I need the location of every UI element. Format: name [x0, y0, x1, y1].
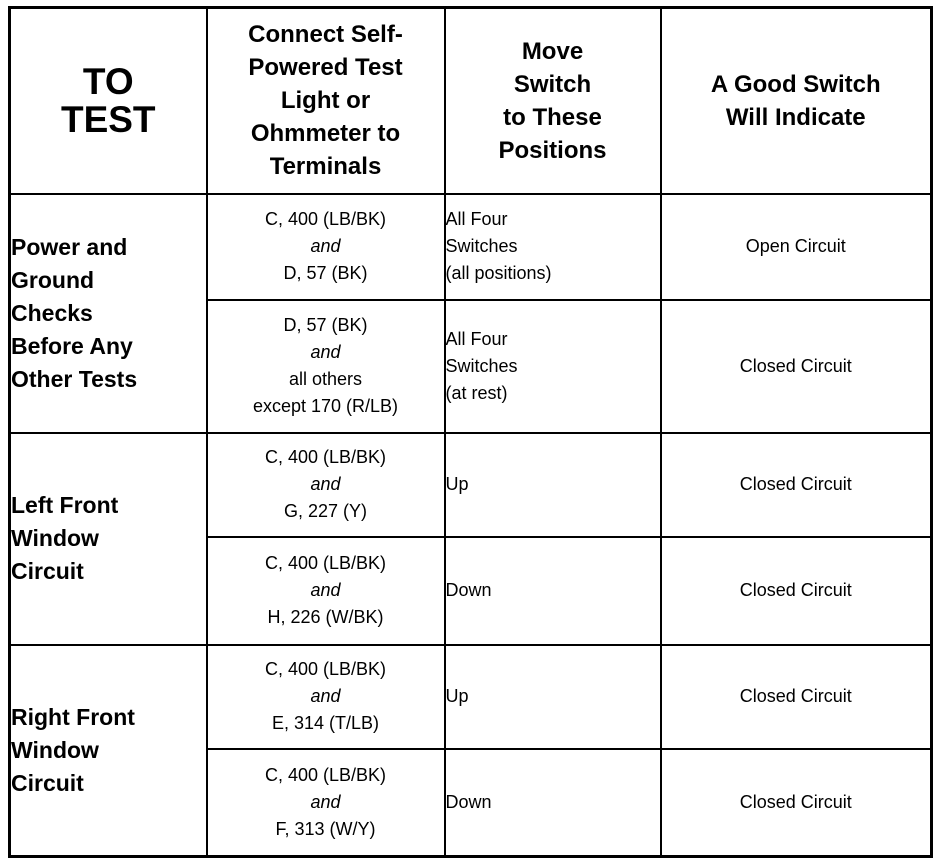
switch-test-table: [8, 6, 933, 858]
header-line: Ohmmeter to: [250, 120, 401, 148]
header-row: [10, 8, 932, 194]
position-line: Switches: [445, 236, 518, 256]
header-line: A Good Switch: [710, 70, 881, 98]
group-label-line: Circuit: [11, 769, 84, 796]
header-line: TEST: [60, 98, 156, 140]
terminal-line: C, 400 (LB/BK): [264, 447, 387, 467]
group-label-line: Circuit: [11, 558, 84, 584]
group-label-line: Window: [11, 525, 99, 551]
positions-cell: [445, 749, 661, 857]
group-label-power-ground: [10, 194, 207, 433]
header-line: Connect Self-: [248, 21, 403, 49]
terminals-cell: [207, 433, 445, 537]
positions-cell: [445, 645, 661, 749]
terminal-line: D, 57 (BK): [283, 315, 368, 335]
and-text: and: [310, 686, 341, 706]
table-row: [10, 645, 932, 749]
terminal-line: C, 400 (LB/BK): [264, 553, 387, 573]
group-label-line: Left Front: [11, 492, 119, 518]
header-line: Light or: [280, 87, 371, 115]
group-label-line: Right Front: [11, 703, 135, 730]
header-line: Powered Test: [248, 54, 403, 82]
terminals-cell: [207, 645, 445, 749]
group-label-line: Other Tests: [11, 365, 138, 392]
group-label-line: Window: [11, 736, 99, 763]
position-line: (at rest): [445, 382, 508, 403]
terminal-line: F, 313 (W/Y): [275, 818, 376, 839]
position-line: Up: [445, 686, 469, 706]
positions-cell: [445, 194, 661, 300]
group-label-line: Ground: [11, 266, 95, 293]
terminals-cell: [207, 537, 445, 645]
header-line: Will Indicate: [725, 103, 866, 131]
terminal-line: C, 400 (LB/BK): [264, 659, 387, 679]
indicate-cell: Closed Circuit: [661, 645, 932, 749]
terminals-cell: [207, 749, 445, 857]
terminal-line: D, 57 (BK): [283, 263, 368, 283]
group-label-line: Power and: [11, 233, 128, 260]
header-good-switch: [661, 8, 932, 194]
header-connect: [207, 8, 445, 194]
indicate-cell: Closed Circuit: [661, 300, 932, 433]
header-line: Positions: [498, 136, 607, 164]
group-label-right-front: [10, 645, 207, 857]
terminal-line: G, 227 (Y): [283, 501, 368, 521]
and-text: and: [310, 236, 341, 256]
indicate-cell: Closed Circuit: [661, 433, 932, 537]
and-text: and: [310, 791, 341, 812]
position-line: All Four: [445, 209, 508, 229]
header-line: Switch: [513, 70, 592, 98]
terminal-line: except 170 (R/LB): [252, 396, 399, 416]
group-label-left-front: [10, 433, 207, 645]
terminal-line: H, 226 (W/BK): [267, 607, 384, 627]
terminal-line: E, 314 (T/LB): [271, 713, 380, 733]
table-row: [10, 433, 932, 537]
terminal-line: C, 400 (LB/BK): [264, 209, 387, 229]
and-text: and: [310, 474, 341, 494]
header-to-test: [10, 8, 207, 194]
position-line: (all positions): [445, 263, 552, 283]
position-line: Up: [445, 474, 469, 494]
positions-cell: [445, 433, 661, 537]
terminal-line: C, 400 (LB/BK): [264, 764, 387, 785]
position-line: Down: [445, 791, 492, 812]
header-move-switch: [445, 8, 661, 194]
header-line: Terminals: [269, 153, 382, 181]
header-line: to These: [503, 103, 602, 131]
header-line: TO: [82, 60, 134, 102]
indicate-cell: Closed Circuit: [661, 749, 932, 857]
positions-cell: [445, 537, 661, 645]
position-line: All Four: [445, 328, 508, 349]
indicate-cell: Open Circuit: [661, 194, 932, 300]
and-text: and: [310, 342, 341, 362]
positions-cell: [445, 300, 661, 433]
position-line: Down: [445, 580, 492, 600]
indicate-cell: Closed Circuit: [661, 537, 932, 645]
table-row: [10, 194, 932, 300]
terminal-line: all others: [288, 369, 363, 389]
position-line: Switches: [445, 355, 518, 376]
header-line: Move: [521, 37, 584, 65]
terminals-cell: [207, 194, 445, 300]
group-label-line: Before Any: [11, 332, 133, 359]
terminals-cell: [207, 300, 445, 433]
switch-test-chart: [8, 6, 930, 857]
and-text: and: [310, 580, 341, 600]
group-label-line: Checks: [11, 299, 93, 326]
